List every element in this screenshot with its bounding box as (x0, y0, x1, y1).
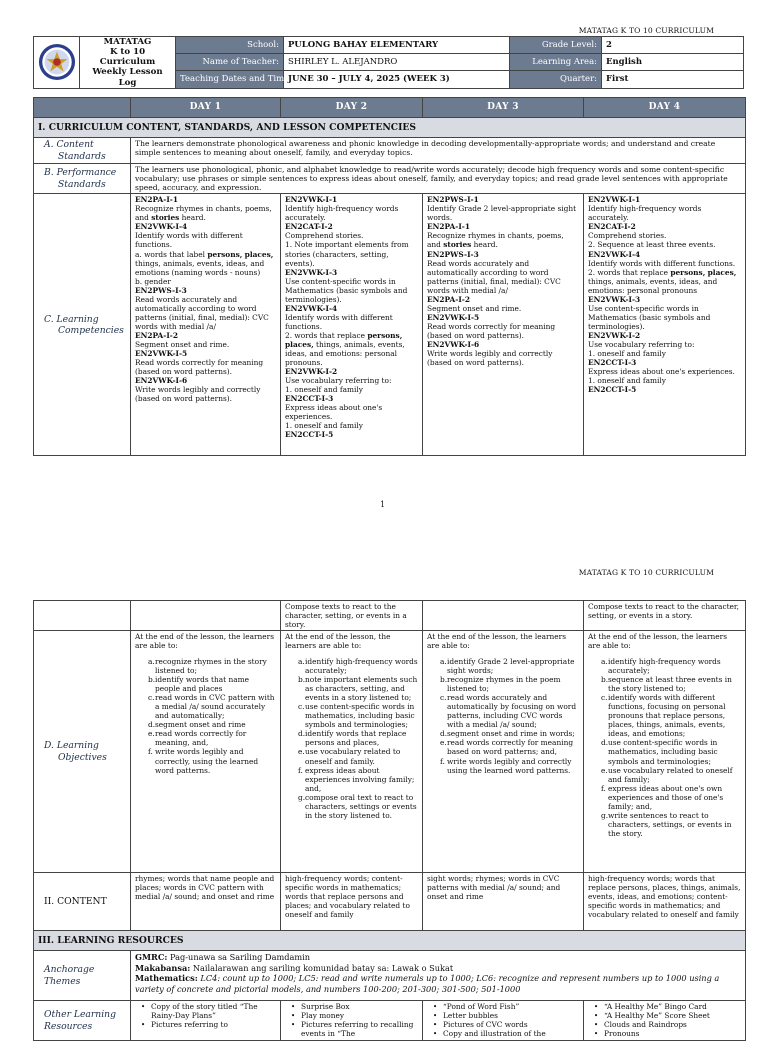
header-table (33, 36, 744, 89)
title-line-3: Weekly Lesson Log (92, 67, 163, 88)
competency-text: Read words accurately and automatically according to word patterns (initial, final, medial): CVC words with medial /a/ (427, 258, 561, 295)
anchorage-themes-label: Anchorage Themes (34, 951, 131, 1001)
lesson-log-table-page-2 (33, 600, 746, 1041)
competency-text: Identify Grade 2 level-appropriate sight words. (427, 204, 577, 223)
objective-letter: g. (601, 810, 609, 820)
mathematics-text: LC4: count up to 1000; LC5: read and write numerals up to 1000; LC6: recognize and represent numbers up to 1000 using a variety of concrete and pictorial models, and numbers 100-200; 201-300; 301-500; 501-1000 (135, 973, 720, 994)
resource-text: Clouds and Raindrops (604, 1020, 687, 1030)
resource-item (135, 1002, 276, 1020)
objective-letter: d. (601, 738, 609, 748)
objective-item (285, 729, 418, 747)
document-title (80, 37, 176, 89)
objective-item (135, 747, 276, 774)
teacher-label: Name of Teacher: (176, 54, 284, 71)
objective-item (588, 693, 741, 738)
teaching-dates-value: JUNE 30 – JULY 4, 2025 (WEEK 3) (284, 71, 510, 88)
resource-text: Pictures referring to recalling events in “The (301, 1020, 414, 1039)
objective-text: identify Grade 2 level-appropriate sight words; (447, 657, 575, 676)
objectives-day-2 (281, 631, 423, 873)
objective-item (427, 675, 579, 693)
competency-code: EN2VWK-I-1 (588, 195, 641, 205)
objective-text: segment onset and rime (155, 720, 246, 730)
objective-item (427, 729, 579, 738)
competency-code: EN2PWS-I-3 (135, 285, 187, 295)
objective-item (588, 675, 741, 693)
bullet-icon: • (290, 1002, 296, 1012)
objectives-list (427, 657, 579, 774)
competency-text: Identify high-frequency words accurately. (588, 204, 702, 223)
resources-list (135, 1002, 276, 1029)
competency-text: a. words that label persons, places, things, animals, events, ideas, and emotions (naming words - nouns) (135, 249, 274, 277)
learning-competencies-label: C. Learning Competencies (34, 194, 131, 456)
objective-letter: c. (601, 693, 608, 703)
bullet-icon: • (593, 1020, 599, 1030)
competency-text: Identify words with different functions. (285, 312, 393, 331)
resource-text: Pictures of CVC words (443, 1020, 528, 1030)
objective-text: segment onset and rime in words; (447, 729, 575, 739)
objective-letter: f. (148, 747, 153, 757)
competency-text: Read words correctly for meaning (based on word patterns). (427, 321, 556, 340)
deped-seal (34, 37, 80, 89)
competency-code: EN2CAT-I-2 (285, 222, 333, 232)
resource-item (588, 1011, 741, 1020)
quarter-label: Quarter: (510, 71, 602, 88)
objective-item (135, 657, 276, 675)
bullet-icon: • (290, 1020, 296, 1030)
objective-letter: e. (148, 729, 155, 739)
objective-item (588, 784, 741, 811)
competency-code: EN2VWK-I-4 (285, 303, 338, 313)
other-resources-day-1 (131, 1001, 281, 1041)
continuation-row (34, 601, 746, 631)
objective-letter: c. (440, 693, 447, 703)
other-resources-row (34, 1001, 746, 1041)
corner-cell (34, 98, 131, 118)
resource-item (588, 1002, 741, 1011)
objective-item (285, 747, 418, 765)
content-day-2: high-frequency words; content-specific words in mathematics; words that replace persons and places; and vocabulary related to oneself and family (281, 873, 423, 931)
objective-item (588, 738, 741, 765)
competency-text: Comprehend stories. (588, 231, 667, 241)
section-1-title: I. CURRICULUM CONTENT, STANDARDS, AND LESSON COMPETENCIES (34, 118, 746, 138)
competency-code: EN2PA-I-2 (427, 294, 471, 304)
objective-item (135, 693, 276, 720)
competency-code: EN2VWK-I-4 (588, 249, 641, 259)
content-label: II. CONTENT (34, 873, 131, 931)
bullet-icon: • (432, 1002, 438, 1012)
performance-standards-row (34, 164, 746, 194)
objective-text: read words correctly for meaning, and, (155, 729, 247, 748)
day-1-header: DAY 1 (131, 98, 281, 118)
resource-item (588, 1029, 741, 1038)
competencies-day-4 (584, 194, 746, 456)
objective-item (135, 720, 276, 729)
objective-text: express ideas about experiences involving family; and, (305, 765, 415, 793)
bullet-icon: • (593, 1029, 599, 1039)
objective-text: express ideas about one's own experiences and those of one's family; and, (608, 783, 724, 811)
objective-item (588, 811, 741, 838)
competency-text: b. gender (135, 276, 171, 286)
objective-item (285, 702, 418, 729)
gmrc-label: GMRC: (135, 952, 168, 963)
content-row (34, 873, 746, 931)
continuation-day-3 (423, 601, 584, 631)
resource-item (427, 1002, 579, 1011)
competencies-day-2 (281, 194, 423, 456)
resources-list (588, 1002, 741, 1038)
deped-seal-icon (38, 43, 76, 81)
makabansa-text: Nailalarawan ang sariling komunidad batay sa: Lawak o Sukat (192, 962, 454, 973)
resource-item (588, 1020, 741, 1029)
objective-item (588, 657, 741, 675)
competency-text: Recognize rhymes in chants, poems, and stories heard. (135, 204, 272, 223)
objective-item (285, 766, 418, 793)
continuation-day-4: Compose texts to react to the character, setting, or events in a story. (584, 601, 746, 631)
competency-code: EN2VWK-I-5 (135, 348, 188, 358)
objective-text: identify words that replace persons and places, (305, 729, 407, 748)
competency-text: 1. oneself and family (588, 375, 666, 385)
objective-text: identify high-frequency words accurately; (305, 657, 418, 676)
bullet-icon: • (593, 1011, 599, 1021)
competency-text: Identify words with different functions. (588, 258, 736, 268)
competencies-day-1 (131, 194, 281, 456)
competency-code: EN2VWK-I-6 (427, 339, 480, 349)
objective-item (135, 729, 276, 747)
objective-text: write words legibly and correctly, using the learned word patterns. (155, 747, 259, 775)
grade-level-label: Grade Level: (510, 37, 602, 54)
objective-letter: a. (148, 657, 155, 667)
objective-letter: e. (440, 738, 447, 748)
objectives-intro: At the end of the lesson, the learners are able to: (135, 632, 275, 651)
title-line-1: MATATAG (103, 37, 152, 47)
continuation-label-cell (34, 601, 131, 631)
objectives-intro: At the end of the lesson, the learners are able to: (285, 632, 391, 651)
competency-code: EN2PWS-I-1 (427, 195, 479, 205)
objective-item (285, 675, 418, 702)
objectives-day-3 (423, 631, 584, 873)
content-day-3: sight words; rhymes; words in CVC patterns with medial /a/ sound; and onset and rime (423, 873, 584, 931)
competency-code: EN2VWK-I-4 (135, 222, 188, 232)
objective-text: read words in CVC pattern with a medial /a/ sound accurately and automatically; (155, 693, 275, 721)
anchorage-themes-row (34, 951, 746, 1001)
objective-text: read words accurately and automatically by focusing on word patterns, including CVC words with a medial /a/ sound; (447, 693, 577, 730)
bullet-icon: • (432, 1011, 438, 1021)
section-3-row (34, 931, 746, 951)
objective-item (285, 657, 418, 675)
content-standards-text: The learners demonstrate phonological awareness and phonic knowledge in decoding developmentally-appropriate words; and understand and create simple sentences to meaning about oneself, family, and everyday topics. (131, 138, 746, 164)
objectives-intro: At the end of the lesson, the learners are able to: (588, 632, 728, 651)
competency-text: Write words legibly and correctly (based on word patterns). (135, 384, 261, 404)
resource-item (285, 1011, 418, 1020)
objective-text: compose oral text to react to characters, settings or events in the story listened to. (305, 792, 417, 820)
bullet-icon: • (432, 1029, 438, 1039)
objective-item (588, 766, 741, 784)
competency-code: EN2VWK-I-2 (285, 366, 338, 376)
competency-code: EN2VWK-I-5 (427, 312, 480, 322)
competency-text: Recognize rhymes in chants, poems, and stories heard. (427, 231, 564, 250)
continuation-day-2: Compose texts to react to the character, setting, or events in a story. (281, 601, 423, 631)
school-value: PULONG BAHAY ELEMENTARY (284, 37, 510, 54)
competency-text: Comprehend stories. (285, 231, 364, 241)
competency-text: 1. oneself and family (285, 384, 363, 394)
objective-letter: g. (298, 792, 306, 802)
objective-letter: f. (601, 783, 606, 793)
performance-standards-text: The learners use phonological, phonic, and alphabet knowledge to read/write words accurately; decode high frequency words and some content-specific vocabulary; use phrases or simple sentences to express ideas about oneself, family, and everyday topics; and read grade level sentences with appropriate speed, accuracy, and expression. (131, 164, 746, 194)
competency-code: EN2CCT-I-5 (588, 384, 637, 394)
resource-text: Pictures referring to (151, 1020, 228, 1030)
day-2-header: DAY 2 (281, 98, 423, 118)
competency-code: EN2VWK-I-2 (588, 330, 641, 340)
objective-letter: e. (601, 765, 608, 775)
content-standards-label: A. Content Standards (34, 138, 131, 164)
learning-objectives-row (34, 631, 746, 873)
objective-text: identify words that name people and places (155, 675, 250, 694)
objective-letter: d. (440, 729, 448, 739)
learning-area-label: Learning Area: (510, 54, 602, 71)
objective-letter: f. (298, 765, 303, 775)
competency-text: 2. words that replace persons, places, things, animals, events, ideas, and emotions: personal pronouns. (285, 330, 405, 367)
objectives-intro: At the end of the lesson, the learners are able to: (427, 632, 567, 651)
competency-text: Use content-specific words in Mathematics (basic symbols and terminologies). (588, 303, 711, 331)
objective-item (135, 675, 276, 693)
competency-text: Segment onset and rime. (427, 303, 522, 313)
performance-standards-label: B. Performance Standards (34, 164, 131, 194)
competency-text: Identify words with different functions. (135, 231, 243, 250)
teaching-dates-label: Teaching Dates and Time: (176, 71, 284, 88)
objective-letter: b. (440, 675, 448, 685)
objective-letter: c. (298, 702, 305, 712)
competency-text: Read words correctly for meaning (based on word patterns). (135, 357, 264, 376)
resource-text: Copy and illustration of the (443, 1029, 546, 1039)
resource-text: Copy of the story titled “The Rainy-Day Plans” (151, 1002, 258, 1021)
objective-text: read words correctly for meaning based on word patterns; and, (447, 738, 574, 757)
continuation-day-1 (131, 601, 281, 631)
objectives-list (285, 657, 418, 820)
competency-text: 2. words that replace persons, places, things, animals, events, ideas, and emotions: personal pronouns (588, 267, 737, 295)
bullet-icon: • (290, 1011, 296, 1021)
resources-list (285, 1002, 418, 1038)
objective-text: use vocabulary related to oneself and family; (608, 765, 733, 784)
objective-text: write words legibly and correctly using the learned word patterns. (447, 756, 572, 775)
resource-text: “A Healthy Me” Score Sheet (604, 1011, 710, 1021)
resource-text: Surprise Box (301, 1002, 350, 1012)
competency-code: EN2CCT-I-3 (588, 357, 637, 367)
bullet-icon: • (140, 1020, 146, 1030)
competency-code: EN2CCT-I-3 (285, 394, 334, 404)
running-head: MATATAG K TO 10 CURRICULUM (578, 568, 714, 577)
content-day-4: high-frequency words; words that replace persons, places, things, animals, events, ideas, and emotions; content-specific words in mathematics; and vocabulary related to oneself and family (584, 873, 746, 931)
bullet-icon: • (432, 1020, 438, 1030)
competency-text: Express ideas about one's experiences. (285, 403, 383, 422)
objective-text: recognize rhymes in the poem listened to; (447, 675, 561, 694)
competency-code: EN2VWK-I-3 (588, 294, 641, 304)
objective-letter: a. (298, 657, 305, 667)
objective-item (427, 657, 579, 675)
learning-resources-title: III. LEARNING RESOURCES (34, 931, 746, 951)
learning-objectives-label: D. Learning Objectives (34, 631, 131, 873)
learning-competencies-row (34, 194, 746, 456)
competency-code: EN2CCT-I-5 (285, 430, 334, 440)
learning-area-value: English (602, 54, 744, 71)
day-3-header: DAY 3 (423, 98, 584, 118)
other-resources-label: Other Learning Resources (34, 1001, 131, 1041)
resources-list (427, 1002, 579, 1038)
competency-code: EN2PA-I-1 (427, 222, 471, 232)
competency-code: EN2PA-I-2 (135, 330, 179, 340)
bullet-icon: • (593, 1002, 599, 1012)
objective-item (427, 693, 579, 729)
resource-text: Play money (301, 1011, 345, 1021)
running-head: MATATAG K TO 10 CURRICULUM (578, 26, 714, 35)
school-label: School: (176, 37, 284, 54)
objective-item (427, 757, 579, 775)
objective-text: identify high-frequency words accurately; (608, 657, 721, 676)
objective-text: sequence at least three events in the story listened to; (608, 675, 732, 694)
resource-text: Pronouns (604, 1029, 640, 1039)
competency-text: Use content-specific words in Mathematics (basic symbols and terminologies). (285, 276, 408, 304)
competency-text: 2. Sequence at least three events. (588, 240, 716, 250)
objective-text: note important elements such as characters, setting, and events in a story listened to; (305, 675, 418, 703)
competency-text: Express ideas about one's experiences. (588, 366, 735, 376)
competency-text: 1. oneself and family (588, 348, 666, 358)
competency-text: Write words legibly and correctly (based on word patterns). (427, 348, 553, 367)
objective-letter: f. (440, 756, 445, 766)
competency-text: Segment onset and rime. (135, 339, 230, 349)
competency-text: Use vocabulary referring to: (285, 375, 392, 385)
objective-text: write sentences to react to characters, settings, or events in the story. (608, 810, 732, 838)
section-1-row (34, 118, 746, 138)
competency-code: EN2VWK-I-6 (135, 375, 188, 385)
page-2 (0, 545, 768, 1039)
objective-letter: b. (601, 675, 609, 685)
teacher-value: SHIRLEY L. ALEJANDRO (284, 54, 510, 71)
makabansa-label: Makabansa: (135, 962, 191, 973)
resource-item (427, 1011, 579, 1020)
resource-item (427, 1029, 579, 1038)
resource-item (285, 1002, 418, 1011)
objective-item (427, 738, 579, 756)
resource-text: “Pond of Word Fish” (443, 1002, 520, 1012)
competency-code: EN2VWK-I-3 (285, 267, 338, 277)
competency-text: Use vocabulary referring to: (588, 339, 695, 349)
objectives-list (135, 657, 276, 774)
objective-text: use content-specific words in mathematics, including basic symbols and terminologies; (608, 738, 718, 766)
gmrc-text: Pag-unawa sa Sariling Damdamin (170, 952, 311, 963)
objective-item (285, 793, 418, 820)
content-standards-row (34, 138, 746, 164)
resource-item (135, 1020, 276, 1029)
objective-letter: e. (298, 747, 305, 757)
objective-letter: d. (298, 729, 306, 739)
competency-text: Read words accurately and automatically according to word patterns (initial, final, medial): CVC words with medial /a/ (135, 294, 269, 331)
objectives-list (588, 657, 741, 838)
content-day-1: rhymes; words that name people and places; words in CVC pattern with medial /a/ sound; and onset and rime (131, 873, 281, 931)
resource-text: Letter bubbles (443, 1011, 498, 1021)
resource-item (285, 1020, 418, 1038)
anchorage-themes-text (131, 951, 746, 1001)
objective-text: identify words with different functions, focusing on personal pronouns that replace persons, places, things, animals, events, ideas, and emotions; (608, 693, 726, 739)
resource-item (427, 1020, 579, 1029)
other-resources-day-3 (423, 1001, 584, 1041)
competency-code: EN2CAT-I-2 (588, 222, 636, 232)
objectives-day-1 (131, 631, 281, 873)
mathematics-label: Mathematics: (135, 973, 198, 984)
quarter-value: First (602, 71, 744, 88)
resource-text: “A Healthy Me” Bingo Card (604, 1002, 707, 1012)
objective-text: use vocabulary related to oneself and family. (305, 747, 401, 766)
objective-letter: d. (148, 720, 156, 730)
objective-text: use content-specific words in mathematics, including basic symbols and terminologies; (305, 702, 415, 730)
objectives-day-4 (584, 631, 746, 873)
objective-letter: b. (298, 675, 306, 685)
day-4-header: DAY 4 (584, 98, 746, 118)
other-resources-day-2 (281, 1001, 423, 1041)
competency-text: 1. Note important elements from stories (characters, setting, events). (285, 240, 409, 268)
competency-code: EN2VWK-I-1 (285, 195, 338, 205)
objective-letter: c. (148, 693, 155, 703)
competency-text: Identify high-frequency words accurately. (285, 204, 399, 223)
competency-text: 1. oneself and family (285, 421, 363, 431)
grade-level-value: 2 (602, 37, 744, 54)
other-resources-day-4 (584, 1001, 746, 1041)
objective-text: recognize rhymes in the story listened to; (155, 657, 267, 676)
objective-letter: a. (440, 657, 447, 667)
competency-code: EN2PWS-I-3 (427, 249, 479, 259)
lesson-log-table-page-1 (33, 97, 746, 456)
title-line-2: K to 10 Curriculum (99, 47, 156, 68)
competency-code: EN2PA-I-1 (135, 195, 179, 205)
competencies-day-3 (423, 194, 584, 456)
day-header-row (34, 98, 746, 118)
objective-letter: a. (601, 657, 608, 667)
bullet-icon: • (140, 1002, 146, 1012)
page-number: 1 (380, 500, 386, 509)
objective-letter: b. (148, 675, 156, 685)
